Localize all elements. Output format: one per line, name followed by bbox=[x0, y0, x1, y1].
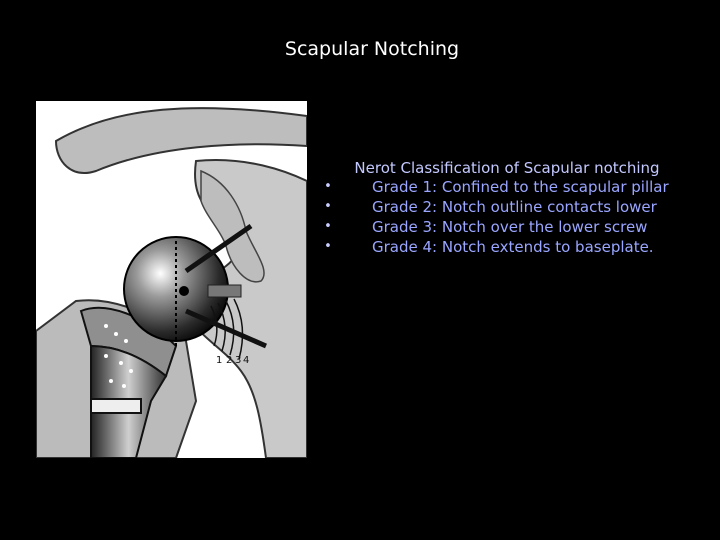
list-item bbox=[322, 177, 692, 197]
grade-text: Grade 1: Confined to the scapular pillar bbox=[372, 178, 669, 196]
classification-heading: Nerot Classification of Scapular notching bbox=[354, 159, 660, 177]
reverse-shoulder-prosthesis-illustration bbox=[36, 101, 307, 458]
scale-label-3: 3 bbox=[235, 355, 242, 366]
grade-text: Grade 4: Notch extends to baseplate. bbox=[372, 238, 654, 256]
list-item bbox=[322, 217, 692, 237]
list-item bbox=[322, 237, 692, 257]
list-item bbox=[322, 197, 692, 217]
scale-label-4: 4 bbox=[243, 355, 250, 366]
scale-label-2: 2 bbox=[226, 355, 233, 366]
slide-title: Scapular Notching bbox=[284, 38, 460, 60]
baseplate bbox=[208, 285, 241, 297]
scale-label-1: 1 bbox=[216, 355, 223, 366]
bullet-icon: • bbox=[324, 219, 332, 234]
classification-block bbox=[322, 160, 692, 257]
bullet-icon: • bbox=[324, 179, 332, 194]
bullet-icon: • bbox=[324, 239, 332, 254]
acromion-shape bbox=[56, 108, 307, 173]
bullet-icon: • bbox=[324, 199, 332, 214]
grade-text: Grade 3: Notch over the lower screw bbox=[372, 218, 648, 236]
grade-list bbox=[322, 177, 692, 257]
grade-text: Grade 2: Notch outline contacts lower bbox=[372, 198, 657, 216]
